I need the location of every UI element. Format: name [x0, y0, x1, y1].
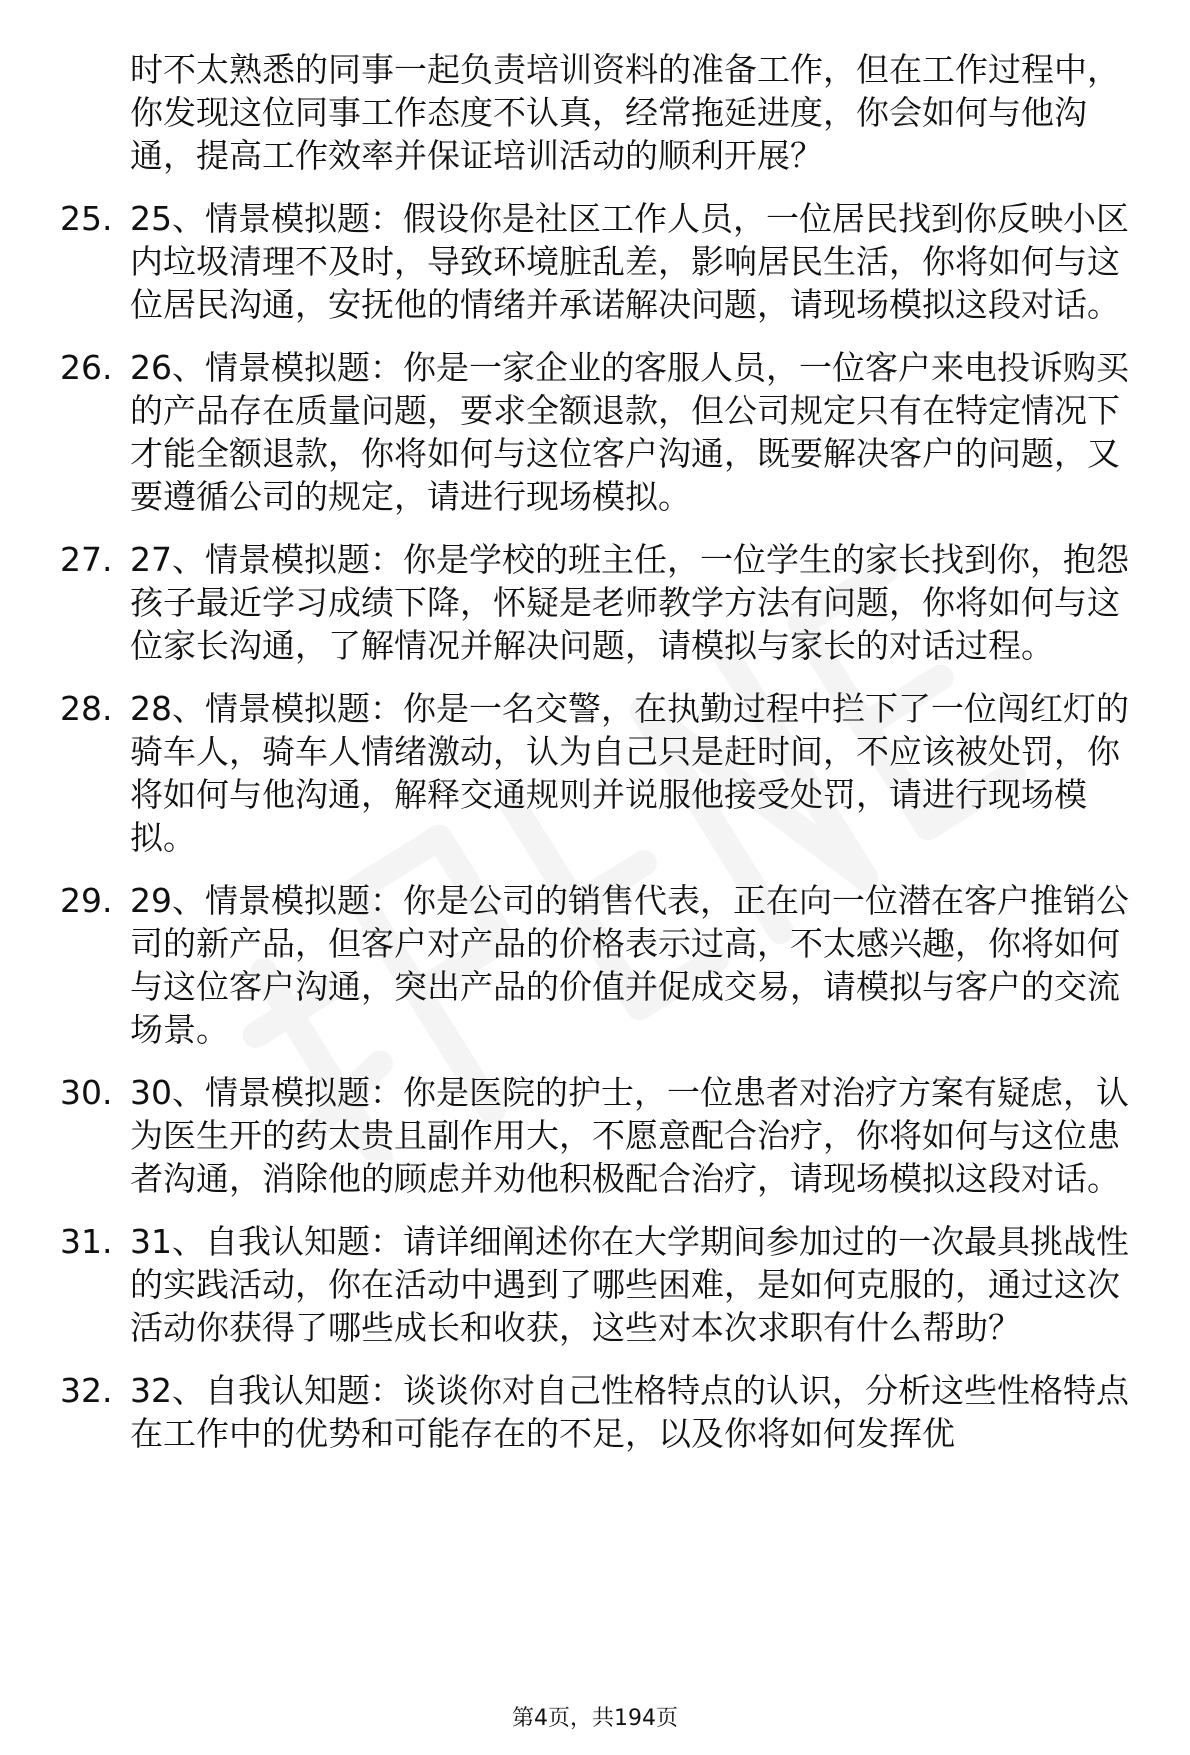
item-number: 30.: [60, 1073, 113, 1112]
item-text: 31、自我认知题：请详细阐述你在大学期间参加过的一次最具挑战性的实践活动，你在活动中遇到了哪些困难，是如何克服的，通过这次活动你获得了哪些成长和收获，这些对本次求职有什么帮助？: [130, 1222, 1129, 1347]
list-item: [60, 1369, 1150, 1455]
item-number: 26.: [60, 348, 113, 387]
list-item: [60, 538, 1150, 667]
item-text: 26、情景模拟题：你是一家企业的客服人员，一位客户来电投诉购买的产品存在质量问题，要求全额退款，但公司规定只有在特定情况下才能全额退款，你将如何与这位客户沟通，既要解决客户的问题，又要遵循公司的规定，请进行现场模拟。: [130, 348, 1129, 516]
item-number: 28.: [60, 689, 113, 728]
item-text: 28、情景模拟题：你是一名交警，在执勤过程中拦下了一位闯红灯的骑车人，骑车人情绪激动，认为自己只是赶时间，不应该被处罚，你将如何与他沟通，解释交通规则并说服他接受处罚，请进行现场模拟。: [130, 689, 1129, 857]
list-item: [60, 879, 1150, 1051]
item-text: 32、自我认知题：谈谈你对自己性格特点的认识，分析这些性格特点在工作中的优势和可能存在的不足，以及你将如何发挥优: [130, 1371, 1129, 1453]
item-text: 30、情景模拟题：你是医院的护士，一位患者对治疗方案有疑虑，认为医生开的药太贵且副作用大，不愿意配合治疗，你将如何与这位患者沟通，消除他的顾虑并劝他积极配合治疗，请现场模拟这段对话。: [130, 1073, 1129, 1198]
list-item: [60, 687, 1150, 859]
page-number-footer: 第4页，共194页: [512, 1706, 678, 1731]
item-number: 31.: [60, 1222, 113, 1261]
continued-question-text: 时不太熟悉的同事一起负责培训资料的准备工作，但在工作过程中，你发现这位同事工作态度不认真，经常拖延进度，你会如何与他沟通，提高工作效率并保证培训活动的顺利开展？: [130, 50, 1120, 175]
item-number: 25.: [60, 199, 113, 238]
item-number: 27.: [60, 540, 113, 579]
item-number: 32.: [60, 1371, 113, 1410]
item-text: 27、情景模拟题：你是学校的班主任，一位学生的家长找到你，抱怨孩子最近学习成绩下降，怀疑是老师教学方法有问题，你将如何与这位家长沟通，了解情况并解决问题，请模拟与家长的对话过程。: [130, 540, 1129, 665]
list-item: [60, 1220, 1150, 1349]
list-item: [60, 346, 1150, 518]
item-number: 29.: [60, 881, 113, 920]
item-text: 29、情景模拟题：你是公司的销售代表，正在向一位潜在客户推销公司的新产品，但客户对产品的价格表示过高，不太感兴趣，你将如何与这位客户沟通，突出产品的价值并促成交易，请模拟与客户的交流场景。: [130, 881, 1129, 1049]
question-list: [60, 48, 1150, 1475]
item-text: 25、情景模拟题：假设你是社区工作人员，一位居民找到你反映小区内垃圾清理不及时，导致环境脏乱差，影响居民生活，你将如何与这位居民沟通，安抚他的情绪并承诺解决问题，请现场模拟这段对话。: [130, 199, 1129, 324]
list-item: [60, 197, 1150, 326]
list-item: [60, 1071, 1150, 1200]
